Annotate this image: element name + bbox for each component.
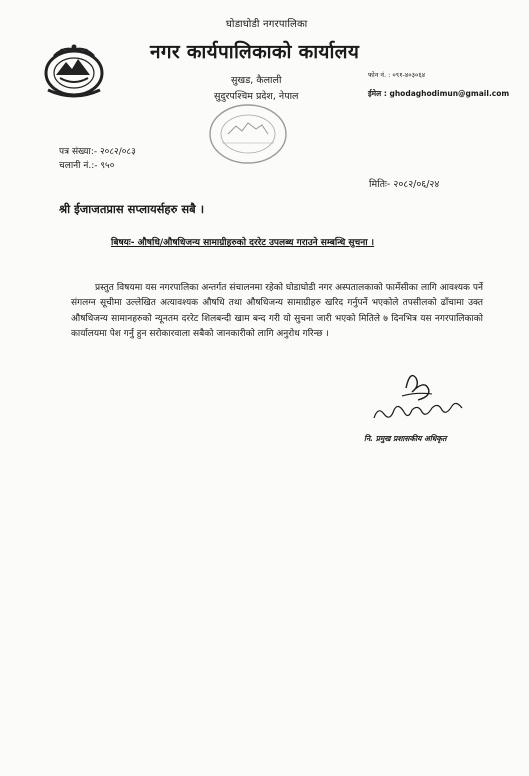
email-address: ईमेल : ghodaghodimun@gmail.com — [368, 89, 510, 98]
address-line-2: सुदुरपश्चिम प्रदेश, नेपाल — [214, 91, 299, 102]
phone-number: फोन नं. : ०९१-४०३०६४ — [368, 71, 426, 79]
municipality-name: घोडाघोडी नगरपालिका — [226, 19, 308, 30]
body-paragraph: प्रस्तुत विषयमा यस नगरपालिका अन्तर्गत संचालनमा रहेको घोडाघोडी नगर अस्पतालकाको फार्मेसीका लागि आवश्यक पर्ने संगलग्न सूचीमा उल्लेखित अत्यावश्यक औषधि तथा औषधिजन्य सामाग्रीहरु खरिद गर्नुपर्ने भएकोले तपसीलको ढाँचामा उक्त औषधिजन्य सामानहरुको न्यूनतम दररेट शिलबन्दी खाम बन्द गरी यो सुचना जारी भएको मितिले ७ दिनभित्र यस नगरपालिकाको कार्यालयमा पेश गर्नु हुन सरोकारवाला सबैको जानकारीको लागि अनुरोध गरिन्छ । — [71, 283, 483, 339]
signature-icon — [346, 366, 482, 434]
office-stamp-icon — [206, 101, 290, 167]
recipient: श्री ईजाजतप्रास सप्लायर्सहरु सबै । — [59, 202, 205, 216]
subject-line: बिषयः- औषधि/औषधिजन्य सामाग्रीहरुको दररेट उपलब्ध गराउने सम्बन्धि सुचना । — [111, 238, 375, 248]
nepal-emblem-icon — [40, 42, 108, 100]
office-title: नगर कार्यपालिकाको कार्यालय — [150, 41, 360, 63]
address-line-1: सुखड, कैलाली — [231, 75, 282, 86]
letter-date: मितिः- २०८२/०६/२४ — [369, 179, 440, 190]
reference-number: पत्र संख्या:- २०८२/०८३ — [59, 147, 136, 157]
dispatch-number: चलानी नं.:- ९५० — [59, 161, 115, 171]
signatory-title: नि. प्रमुख प्रशासकीय अधिकृत — [364, 434, 447, 443]
